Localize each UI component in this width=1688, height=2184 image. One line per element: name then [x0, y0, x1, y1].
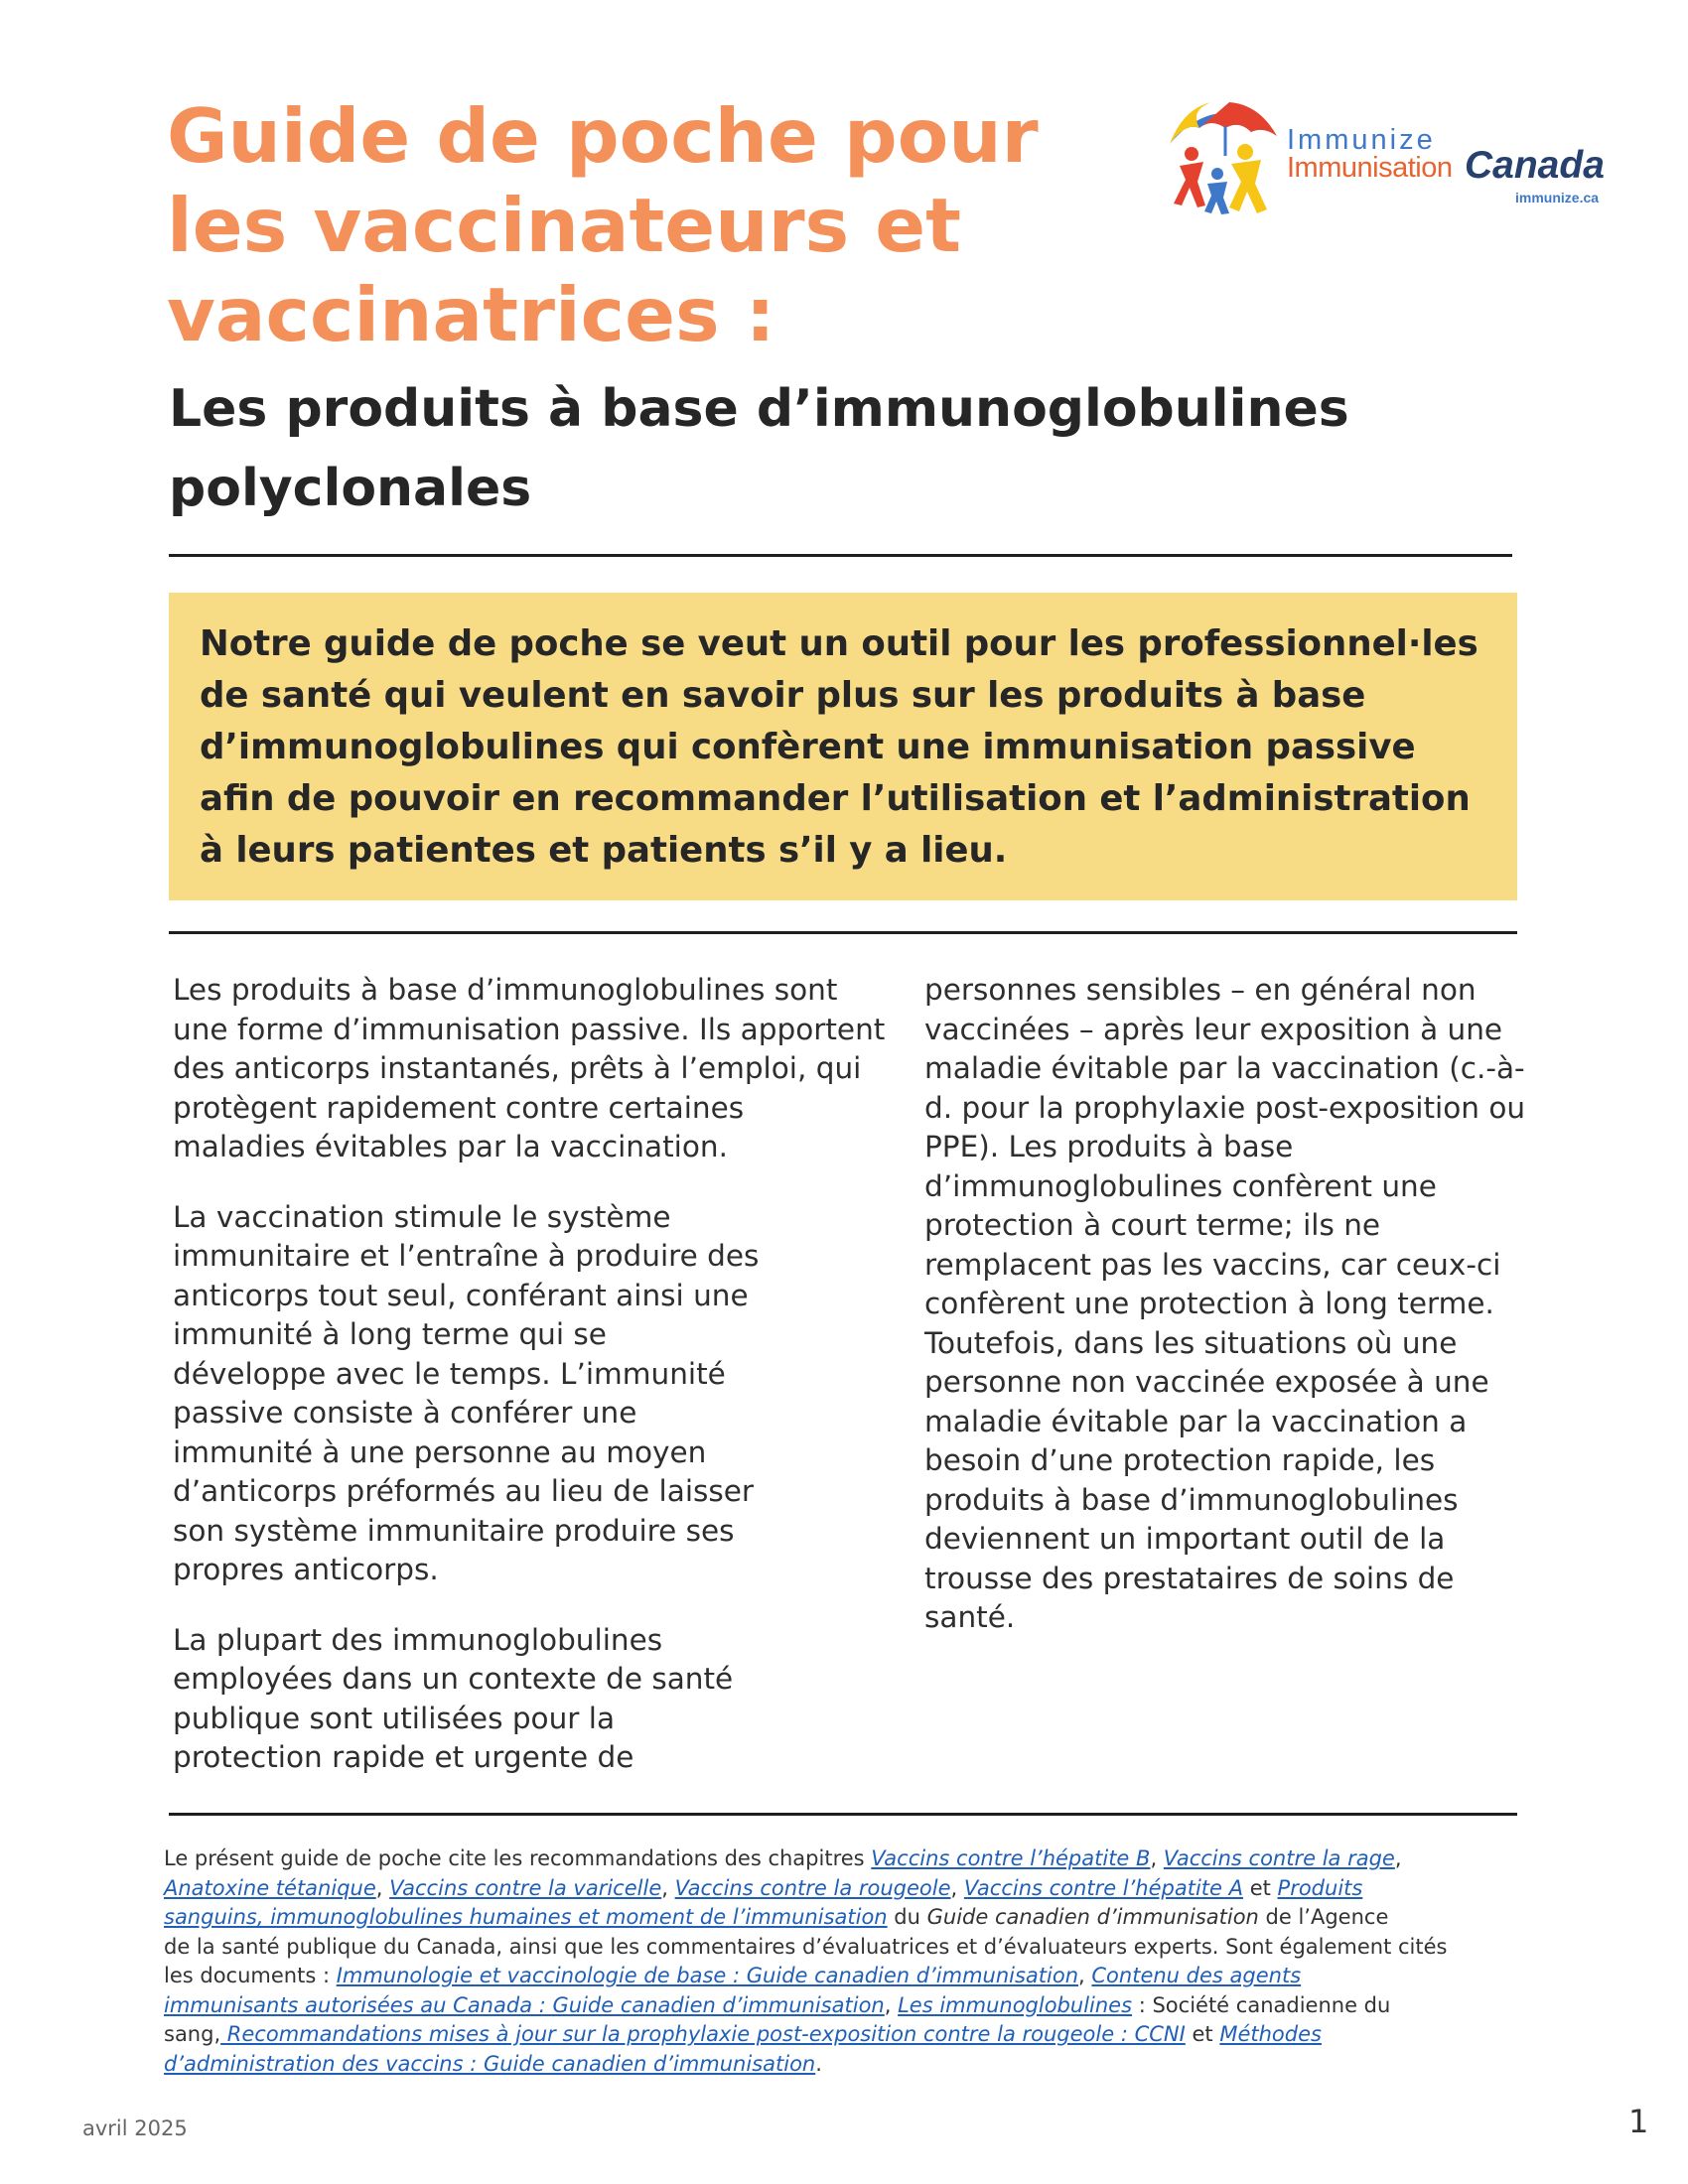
footnote-text: sang, [164, 2022, 221, 2046]
text-line: Toutefois, dans les situations où une [924, 1325, 1458, 1360]
immunize-canada-logo [1160, 94, 1605, 223]
text-line: produits à base d’immunoglobulines [924, 1482, 1459, 1517]
separator: , [1078, 1964, 1092, 1987]
subtitle-line: Les produits à base d’immunoglobulines [169, 379, 1349, 439]
text-line: propres anticorps. [173, 1553, 439, 1586]
divider [169, 554, 1512, 557]
title-line: les vaccinateurs et [167, 182, 962, 269]
paragraph [173, 1621, 888, 1778]
umbrella-family-icon [1160, 94, 1289, 223]
callout-line: Notre guide de poche se veut un outil pour les professionnel·les [200, 623, 1478, 664]
link-administration-methods[interactable]: d’administration des vaccins : Guide canadien d’immunisation [164, 2051, 816, 2076]
footnote-line [164, 1962, 1544, 1991]
paragraph [173, 1198, 888, 1590]
guide-title: Guide canadien d’immunisation [926, 1905, 1259, 1929]
body-column-right [924, 971, 1540, 1638]
link-immunoglobulins[interactable]: Les immunoglobulines [898, 1992, 1133, 2017]
text-line: remplacent pas les vaccins, car ceux-ci [924, 1247, 1501, 1282]
paragraph [173, 971, 888, 1167]
link-hepatitis-a[interactable]: Vaccins contre l’hépatite A [963, 1875, 1244, 1900]
text-line: confèrent une protection à long terme. [924, 1287, 1494, 1320]
footnote-text: de l’Agence [1258, 1905, 1389, 1929]
text-line: immunité à une personne au moyen [173, 1434, 707, 1469]
footnote-text: . [815, 2051, 822, 2076]
footnote-line [164, 2050, 1544, 2080]
footnote-line [164, 1844, 1544, 1874]
link-blood-products[interactable]: Produits [1277, 1875, 1363, 1900]
logo-word-immunize: Immunize [1287, 124, 1436, 156]
text-line: La plupart des immunoglobulines [173, 1622, 663, 1657]
footnote-text: du [887, 1905, 927, 1929]
separator: et [1243, 1875, 1278, 1900]
callout-line: de santé qui veulent en savoir plus sur les produits à base [200, 675, 1366, 716]
text-line: deviennent un important outil de la [924, 1522, 1446, 1556]
text-line: besoin d’une protection rapide, les [924, 1443, 1436, 1477]
text-line: passive consiste à conférer une [173, 1396, 637, 1430]
link-blood-products[interactable]: sanguins, immunoglobulines humaines et moment de l’immunisation [164, 1905, 888, 1929]
link-varicella[interactable]: Vaccins contre la varicelle [389, 1875, 662, 1900]
link-authorized-agents[interactable]: Contenu des agents [1091, 1964, 1302, 1987]
text-line: d. pour la prophylaxie post-exposition ou [924, 1090, 1526, 1125]
separator: et [1185, 2022, 1220, 2046]
link-tetanus[interactable]: Anatoxine tétanique [164, 1875, 376, 1900]
text-line: développe avec le temps. L’immunité [173, 1356, 726, 1391]
separator: , [1394, 1846, 1402, 1870]
text-line: protection à court terme; ils ne [924, 1208, 1381, 1242]
text-line: La vaccination stimule le système [173, 1199, 671, 1234]
footnote-line [164, 1903, 1544, 1933]
footnote-line [164, 2020, 1544, 2050]
title-line: Guide de poche pour [167, 92, 1039, 180]
link-administration-methods[interactable]: Méthodes [1219, 2022, 1322, 2046]
title-line: vaccinatrices : [167, 271, 775, 358]
text-line: maladie évitable par la vaccination (c.-à- [924, 1051, 1525, 1085]
text-line: d’immunoglobulines confèrent une [924, 1168, 1437, 1203]
publication-date: avril 2025 [82, 2116, 188, 2140]
logo-url: immunize.ca [1515, 190, 1600, 205]
footnote-text: les documents : [164, 1964, 337, 1987]
text-line: maladies évitables par la vaccination. [173, 1130, 728, 1163]
footnote-text: : Société canadienne du [1132, 1992, 1391, 2017]
text-line: d’anticorps préformés au lieu de laisser [173, 1474, 755, 1508]
references-footnote [164, 1844, 1544, 2079]
text-line: Les produits à base d’immunoglobulines sont [173, 973, 838, 1007]
text-line: personnes sensibles – en général non [924, 973, 1477, 1007]
page-number: 1 [1628, 2103, 1649, 2140]
separator: , [950, 1875, 964, 1900]
text-line: son système immunitaire produire ses [173, 1513, 735, 1548]
separator: , [375, 1875, 390, 1900]
separator: , [661, 1875, 675, 1900]
logo-word-canada: Canada [1465, 144, 1605, 187]
callout-line: afin de pouvoir en recommander l’utilisation et l’administration [200, 778, 1471, 819]
link-rabies[interactable]: Vaccins contre la rage [1163, 1846, 1395, 1870]
footnote-line: de la santé publique du Canada, ainsi que les commentaires d’évaluatrices et d’évaluateurs experts. Sont également cités [164, 1934, 1448, 1959]
text-line: une forme d’immunisation passive. Ils apportent [173, 1012, 886, 1046]
footnote-line [164, 1874, 1544, 1904]
divider [169, 1813, 1517, 1816]
text-line: immunité à long terme qui se [173, 1317, 607, 1351]
text-line: maladie évitable par la vaccination a [924, 1404, 1468, 1438]
intro-callout [169, 593, 1517, 900]
text-line: des anticorps instantanés, prêts à l’emploi, qui [173, 1051, 862, 1085]
callout-line: d’immunoglobulines qui confèrent une immunisation passive [200, 727, 1416, 767]
text-line: personne non vaccinée exposée à une [924, 1365, 1489, 1399]
separator: , [884, 1992, 899, 2017]
link-measles-ppe[interactable]: Recommandations mises à jour sur la prophylaxie post-exposition contre la rougeole : CCNI [220, 2022, 1186, 2046]
text-line: protection rapide et urgente de [173, 1740, 634, 1774]
subtitle-line: polyclonales [169, 459, 532, 518]
text-line: anticorps tout seul, conférant ainsi une [173, 1278, 749, 1312]
link-authorized-agents[interactable]: immunisants autorisées au Canada : Guide canadien d’immunisation [164, 1992, 885, 2017]
text-line: immunitaire et l’entraîne à produire des [173, 1239, 760, 1273]
text-line: PPE). Les produits à base [924, 1130, 1294, 1163]
text-line: employées dans un contexte de santé [173, 1662, 734, 1696]
footnote-line [164, 1991, 1544, 2021]
page-title [167, 91, 1120, 359]
logo-word-immunisation: Immunisation [1287, 152, 1453, 184]
text-line: vaccinées – après leur exposition à une [924, 1012, 1503, 1046]
divider [169, 931, 1517, 934]
paragraph [924, 971, 1540, 1638]
separator: , [1150, 1846, 1164, 1870]
link-measles[interactable]: Vaccins contre la rougeole [674, 1875, 951, 1900]
page-subtitle [169, 369, 1460, 528]
callout-line: à leurs patientes et patients s’il y a lieu. [200, 830, 1008, 871]
text-line: trousse des prestataires de soins de [924, 1561, 1455, 1595]
body-column-left [173, 971, 888, 1778]
text-line: publique sont utilisées pour la [173, 1701, 616, 1735]
footnote-text: Le présent guide de poche cite les recommandations des chapitres [164, 1846, 872, 1870]
text-line: protègent rapidement contre certaines [173, 1090, 745, 1125]
text-line: santé. [924, 1600, 1016, 1634]
link-hepatitis-b[interactable]: Vaccins contre l’hépatite B [871, 1846, 1151, 1870]
link-immunology-basics[interactable]: Immunologie et vaccinologie de base : Guide canadien d’immunisation [336, 1964, 1079, 1987]
